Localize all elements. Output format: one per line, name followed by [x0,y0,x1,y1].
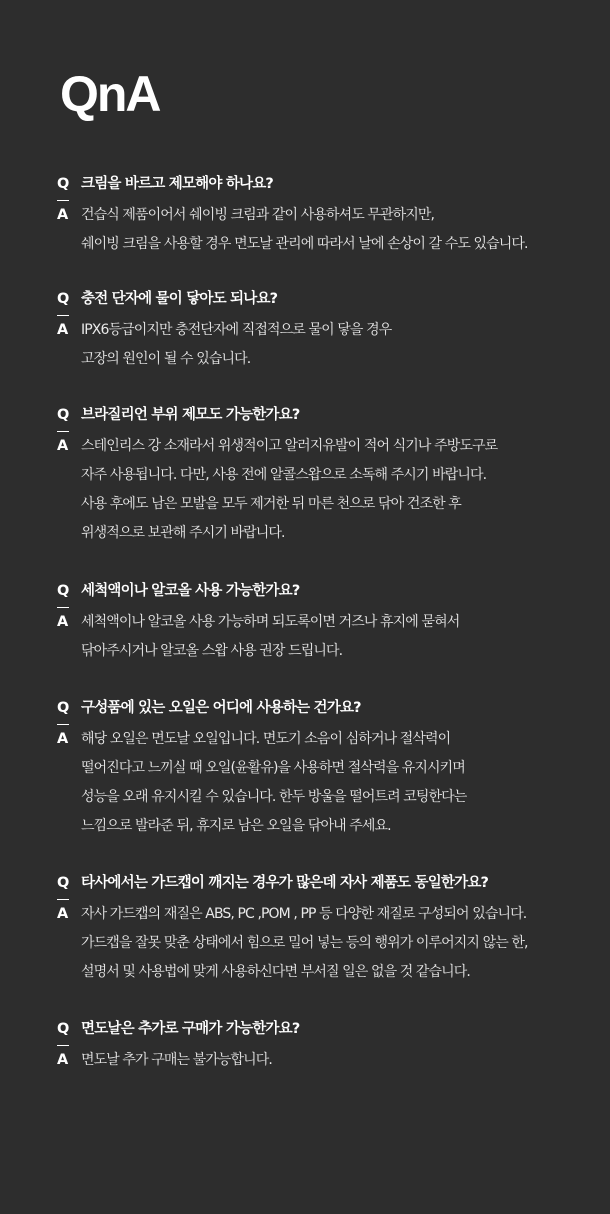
answer-text [81,900,528,987]
answer-text [81,432,497,548]
answer-marker: A [57,1052,69,1068]
answer-line: 느낌으로 발라준 뒤, 휴지로 남은 오일을 닦아내 주세요. [81,818,391,834]
answer-marker: A [57,906,69,922]
qna-item-7 [57,1018,597,1075]
answer-line: 자사 가드캡의 재질은 ABS, PC ,POM , PP 등 다양한 재질로 구성되어 있습니다. [81,906,527,922]
qna-item-5 [57,697,597,841]
qna-item-2 [57,288,597,374]
question-marker: Q [57,580,69,602]
question-row [57,173,597,195]
answer-marker: A [57,322,69,338]
question-row [57,697,597,719]
question-text: 세척액이나 알코올 사용 가능한가요? [81,583,300,599]
answer-text [81,725,466,841]
answer-marker: A [57,438,69,454]
answer-row [57,608,597,666]
question-row [57,288,597,310]
answer-line: 사용 후에도 남은 모발을 모두 제거한 뒤 마른 천으로 닦아 건조한 후 [81,496,461,512]
question-marker: Q [57,697,69,719]
answer-line: 위생적으로 보관해 주시기 바랍니다. [81,525,285,541]
answer-row [57,201,597,259]
question-marker: Q [57,1018,69,1040]
question-text: 구성품에 있는 오일은 어디에 사용하는 건가요? [81,700,361,716]
answer-text [81,201,528,259]
question-marker: Q [57,404,69,426]
qna-item-1 [57,173,597,259]
question-row [57,404,597,426]
answer-line: 고장의 원인이 될 수 있습니다. [81,351,251,367]
question-row [57,872,597,894]
answer-line: 세척액이나 알코올 사용 가능하며 되도록이면 거즈나 휴지에 묻혀서 [81,614,460,630]
question-marker: Q [57,288,69,310]
answer-line: 건습식 제품이어서 쉐이빙 크림과 같이 사용하셔도 무관하지만, [81,207,435,223]
answer-line: 면도날 추가 구매는 불가능합니다. [81,1052,272,1068]
answer-marker: A [57,207,69,223]
answer-line: 설명서 및 사용법에 맞게 사용하신다면 부서질 일은 없을 것 같습니다. [81,964,470,980]
question-text: 타사에서는 가드캡이 깨지는 경우가 많은데 자사 제품도 동일한가요? [81,875,489,891]
answer-line: 가드캡을 잘못 맞춘 상태에서 힘으로 밀어 넣는 등의 행위가 이루어지지 않는 한, [81,935,528,951]
question-row [57,580,597,602]
page-title: QnA [60,66,160,122]
answer-line: 자주 사용됩니다. 다만, 사용 전에 알콜스왑으로 소독해 주시기 바랍니다. [81,467,487,483]
question-text: 충전 단자에 물이 닿아도 되나요? [81,291,278,307]
answer-marker: A [57,614,69,630]
question-text: 크림을 바르고 제모해야 하나요? [81,176,274,192]
answer-text [81,316,391,374]
answer-marker: A [57,731,69,747]
answer-line: 떨어진다고 느끼실 때 오일(윤활유)을 사용하면 절삭력을 유지시키며 [81,760,465,776]
answer-line: IPX6등급이지만 충전단자에 직접적으로 물이 닿을 경우 [81,322,392,338]
answer-line: 스테인리스 강 소재라서 위생적이고 알러지유발이 적어 식기나 주방도구로 [81,438,498,454]
qna-item-6 [57,872,597,987]
answer-row [57,725,597,841]
question-text: 브라질리언 부위 제모도 가능한가요? [81,407,300,423]
answer-line: 성능을 오래 유지시킬 수 있습니다. 한두 방울을 떨어트려 코팅한다는 [81,789,467,805]
answer-row [57,432,597,548]
qna-item-3 [57,404,597,548]
answer-row [57,900,597,987]
question-marker: Q [57,872,69,894]
qna-item-4 [57,580,597,666]
answer-row [57,1046,597,1075]
answer-text [81,1046,272,1075]
answer-row [57,316,597,374]
question-text: 면도날은 추가로 구매가 가능한가요? [81,1021,300,1037]
answer-text [81,608,459,666]
answer-line: 닦아주시거나 알코올 스왑 사용 권장 드립니다. [81,643,343,659]
question-marker: Q [57,173,69,195]
question-row [57,1018,597,1040]
answer-line: 해당 오일은 면도날 오일입니다. 면도기 소음이 심하거나 절삭력이 [81,731,451,747]
answer-line: 쉐이빙 크림을 사용할 경우 면도날 관리에 따라서 날에 손상이 갈 수도 있습니다. [81,236,528,252]
